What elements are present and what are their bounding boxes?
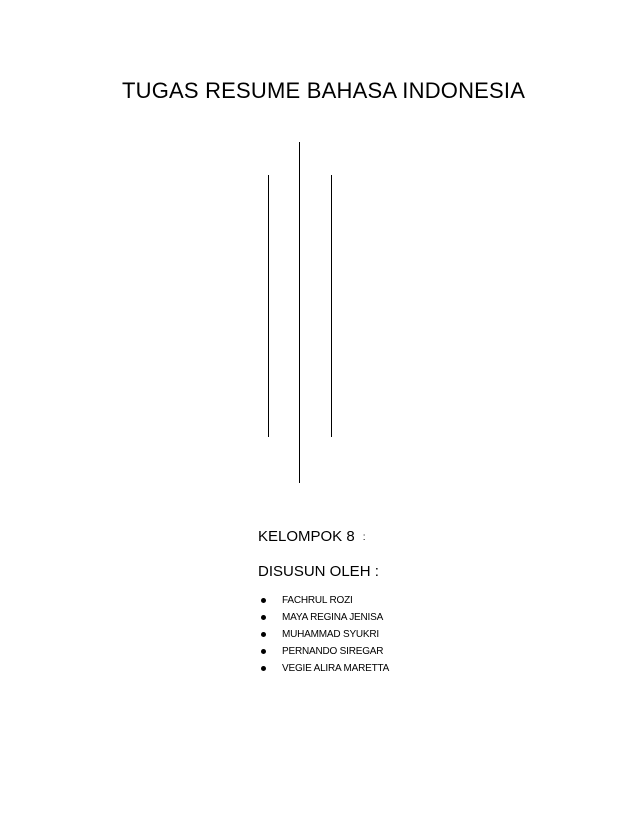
member-name: VEGIE ALIRA MARETTA [282, 663, 390, 674]
bullet-icon [261, 598, 266, 603]
authors-heading: DISUSUN OLEH : [258, 563, 379, 580]
member-name: MAYA REGINA JENISA [282, 612, 384, 623]
document-title: TUGAS RESUME BAHASA INDONESIA [122, 78, 526, 103]
member-name: MUHAMMAD SYUKRI [282, 629, 380, 640]
decorative-line-right [331, 175, 332, 437]
list-item [260, 592, 389, 609]
member-name: PERNANDO SIREGAR [282, 646, 384, 657]
decorative-line-center [299, 142, 300, 483]
list-item [260, 660, 389, 677]
bullet-icon [261, 632, 266, 637]
list-item [260, 643, 389, 660]
group-colon: : [362, 532, 366, 543]
member-name: FACHRUL ROZI [282, 595, 353, 606]
group-label-line [258, 528, 365, 545]
bullet-icon [261, 649, 266, 654]
list-item [260, 609, 389, 626]
list-item [260, 626, 389, 643]
bullet-icon [261, 615, 266, 620]
group-label: KELOMPOK 8 [258, 528, 355, 545]
member-list [260, 592, 389, 677]
bullet-icon [261, 666, 266, 671]
decorative-line-left [268, 175, 269, 437]
